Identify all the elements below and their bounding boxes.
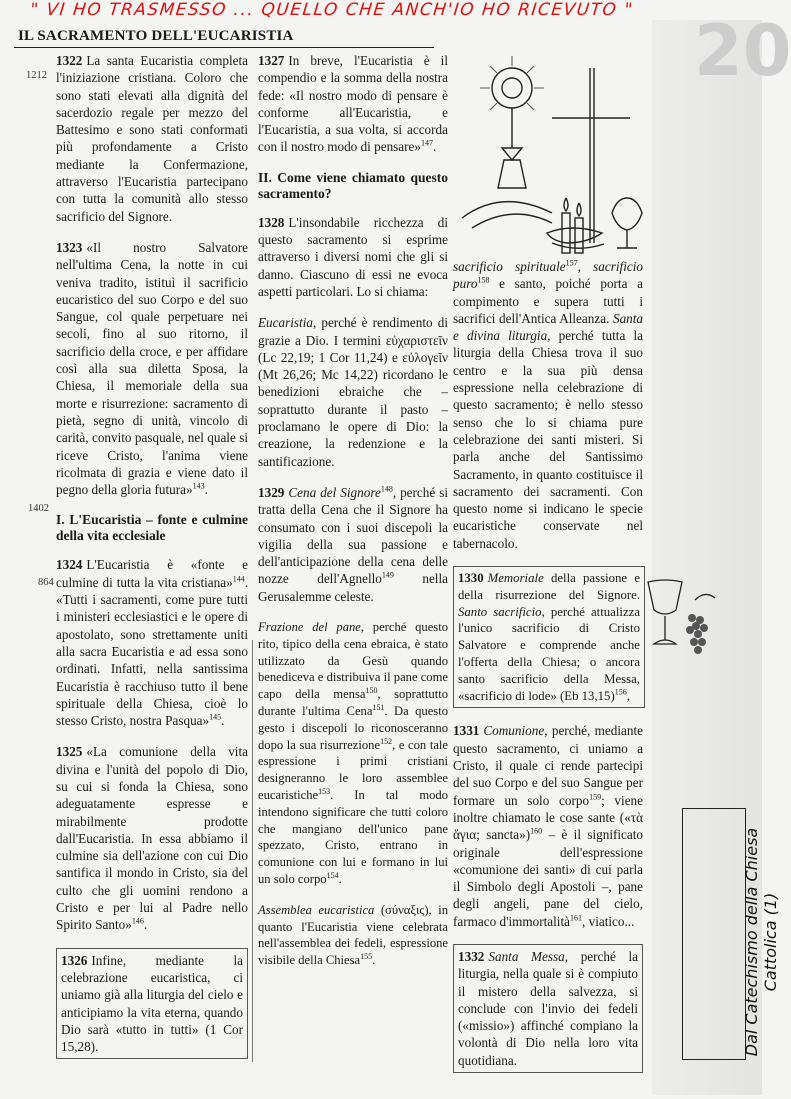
- column-3: [453, 258, 643, 1087]
- ghost-page-number: 20: [694, 10, 791, 92]
- handwritten-header: " VI HO TRASMESSO ... QUELLO CHE ANCH'IO HO RICEVUTO ": [29, 0, 635, 20]
- title-divider: [14, 47, 434, 48]
- paragraph-1323: 1323 «Il nostro Salvatore nell'ultima Cena, la notte in cui veniva tradito, istituì il sacrificio eucaristico del suo Corpo e del suo Sangue, col quale perpetuare nei secoli, fino al suo ritorno, il sacrificio della croce, e per affidare così alla sua diletta Sposa, la Chiesa, il memoriale della sua morte e risurrezione: sacramento di pietà, segno di unità, vincolo di carità, convito pasquale, nel quale si riceve Cristo, l'anima viene ricolmata di grazia e viene dato il pegno della gloria futura»$^{143}$.: [56, 239, 248, 498]
- margin-ref-1402: 1402: [28, 503, 49, 514]
- paragraph-sacrificio-spirituale: sacrificio spirituale$^{157}$, sacrificio puro$^{158}$ e santo, poiché porta a compimento e supera tutti i sacrifici dell'Antica Alleanza. Santa e divina liturgia, perché tutta la liturgia della Chiesa trova il suo centro e la sua più densa espressione nella celebrazione di questo sacramento; è nello stesso senso che lo si chiama pure celebrazione dei santi misteri. Si parla anche del Santissimo Sacramento, in quanto costituisce il sacramento dei sacramenti. Con questo nome si indicano le specie eucaristiche conservate nel tabernacolo.: [453, 258, 644, 551]
- paragraph-1331: 1331 Comunione, perché, mediante questo sacramento, ci uniamo a Cristo, il quale ci rende partecipi del suo Corpo e del suo Sangue per formare un solo corpo$^{159}$; viene inoltre chiamato le cose sante («τὰ ἅγια; sancta»)$^{160}$ – è il significato originale dell'espressione «comunione dei santi» di cui parla il Simbolo degli Apostoli –, pane degli angeli, pane del cielo, farmaco d'immortalità$^{161}$, viatico...: [453, 723, 643, 929]
- paragraph-frazione-pane: Frazione del pane, perché questo rito, tipico della cena ebraica, è stato utilizzato da Gesù quando benediceva e distribuiva il pane come capo della mensa$^{150}$, soprattutto durante l'ultima Cena$^{151}$. Da questo gesto i discepoli lo riconosceranno dopo la sua risurrezione$^{152}$, e con tale espressione i primi cristiani designeranno le loro assemblee eucaristiche$^{153}$. In tal modo intendono significare che tutti coloro che mangiano dell'unico pane spezzato, Cristo, entrano in comunione con lui e formano in lui un solo corpo$^{154}$.: [258, 620, 449, 886]
- column-2: [258, 52, 448, 983]
- eucharist-illustration: [452, 48, 652, 258]
- column-2-rule: [252, 640, 253, 1062]
- chalice-grapes-icon: [640, 570, 720, 680]
- paragraph-1326: 1326 Infine, mediante la celebrazione eucaristica, ci uniamo già alla liturgia del cielo e anticipiamo la vita eterna, quando Dio sarà «tutto in tutti» (1 Cor 15,28).: [56, 948, 248, 1060]
- handwritten-source-note: Dal Catechismo della Chiesa Cattolica (1): [742, 827, 780, 1057]
- paragraph-1324: 1324 L'Eucaristia è «fonte e culmine di tutta la vita cristiana»$^{144}$. «Tutti i sacramenti, come pure tutti i ministeri ecclesiastici e le opere di apostolato, sono strettamente uniti alla sacra Eucaristia e ad essa sono ordinati. Infatti, nella santissima Eucaristia è racchiuso tutto il bene spirituale della Chiesa, cioè lo stesso Cristo, nostra Pasqua»$^{145}$.: [56, 557, 248, 729]
- paragraph-1329: 1329 Cena del Signore$^{148}$, perché si tratta della Cena che il Signore ha consumato con i suoi discepoli la vigilia della sua passione e dell'anticipazione della cena delle nozze dell'Agnello$^{149}$ nella Gerusalemme celeste.: [258, 484, 448, 604]
- paragraph-1325: 1325 «La comunione della vita divina e l'unità del popolo di Dio, su cui si fonda la Chiesa, sono adeguatamente espresse e mirabilmente prodotte dall'Eucaristia. In essa abbiamo il culmine sia dell'azione con cui Dio santifica il mondo in Cristo, sia del culto che gli uomini rendono a Cristo e per lui al Padre nello Spirito Santo»$^{146}$.: [56, 744, 248, 933]
- section-title: IL SACRAMENTO DELL'EUCARISTIA: [18, 28, 294, 44]
- handwritten-note-box: [682, 808, 746, 1060]
- heading-come-chiamato: II. Come viene chiamato questo sacramento?: [258, 169, 448, 201]
- column-1: [56, 52, 248, 1073]
- paragraph-1328: 1328 L'insondabile ricchezza di questo sacramento si esprime attraverso i diversi nomi che gli si danno. Ciascuno di essi ne evoca aspetti particolari. Lo si chiama:: [258, 214, 448, 299]
- paragraph-1332: 1332 Santa Messa, perché la liturgia, nella quale si è compiuto il mistero della salvezza, si conclude con l'invio dei fedeli («missio») affinché compiano la volontà di Dio nella loro vita quotidiana.: [453, 944, 643, 1073]
- paragraph-assemblea: Assemblea eucaristica (σύναξις), in quanto l'Eucaristia viene celebrata nell'assemblea dei fedeli, espressione visibile della Chiesa$^{155}$.: [258, 902, 449, 968]
- paragraph-1330: 1330 Memoriale della passione e della risurrezione del Signore. Santo sacrificio, perché attualizza l'unico sacrificio di Cristo Salvatore e comprende anche l'offerta della Chiesa; o ancora santo sacrificio della Messa, «sacrificio di lode» (Eb 13,15)$^{156}$,: [453, 566, 645, 708]
- margin-ref-1212: 1212: [26, 70, 47, 81]
- heading-eucaristia-fonte: I. L'Eucaristia – fonte e culmine della vita ecclesiale: [56, 512, 248, 544]
- paragraph-1322: 1322 La santa Eucaristia completa l'iniziazione cristiana. Coloro che sono stati elevati alla dignità del sacerdozio regale per mezzo del Battesimo e sono stati conformati più profondamente a Cristo mediante la Confermazione, attraverso l'Eucaristia partecipano con tutta la comunità allo stesso sacrificio del Signore.: [56, 53, 248, 224]
- margin-ref-864: 864: [38, 577, 54, 588]
- paragraph-1327: 1327 In breve, l'Eucaristia è il compendio e la somma della nostra fede: «Il nostro modo di pensare è conforme all'Eucaristia, e l'Eucaristia, a sua volta, si accorda con il nostro modo di pensare»$^{147}$.: [258, 53, 448, 155]
- paragraph-eucaristia: Eucaristia, perché è rendimento di grazie a Dio. I termini εὐχαριστεῖν (Lc 22,19; 1 Cor 11,24) e εὐλογεῖν (Mt 26,26; Mc 14,22) ricordano le benedizioni ebraiche che – soprattutto durante il pasto – proclamano le opere di Dio: la creazione, la redenzione e la santificazione.: [258, 315, 448, 469]
